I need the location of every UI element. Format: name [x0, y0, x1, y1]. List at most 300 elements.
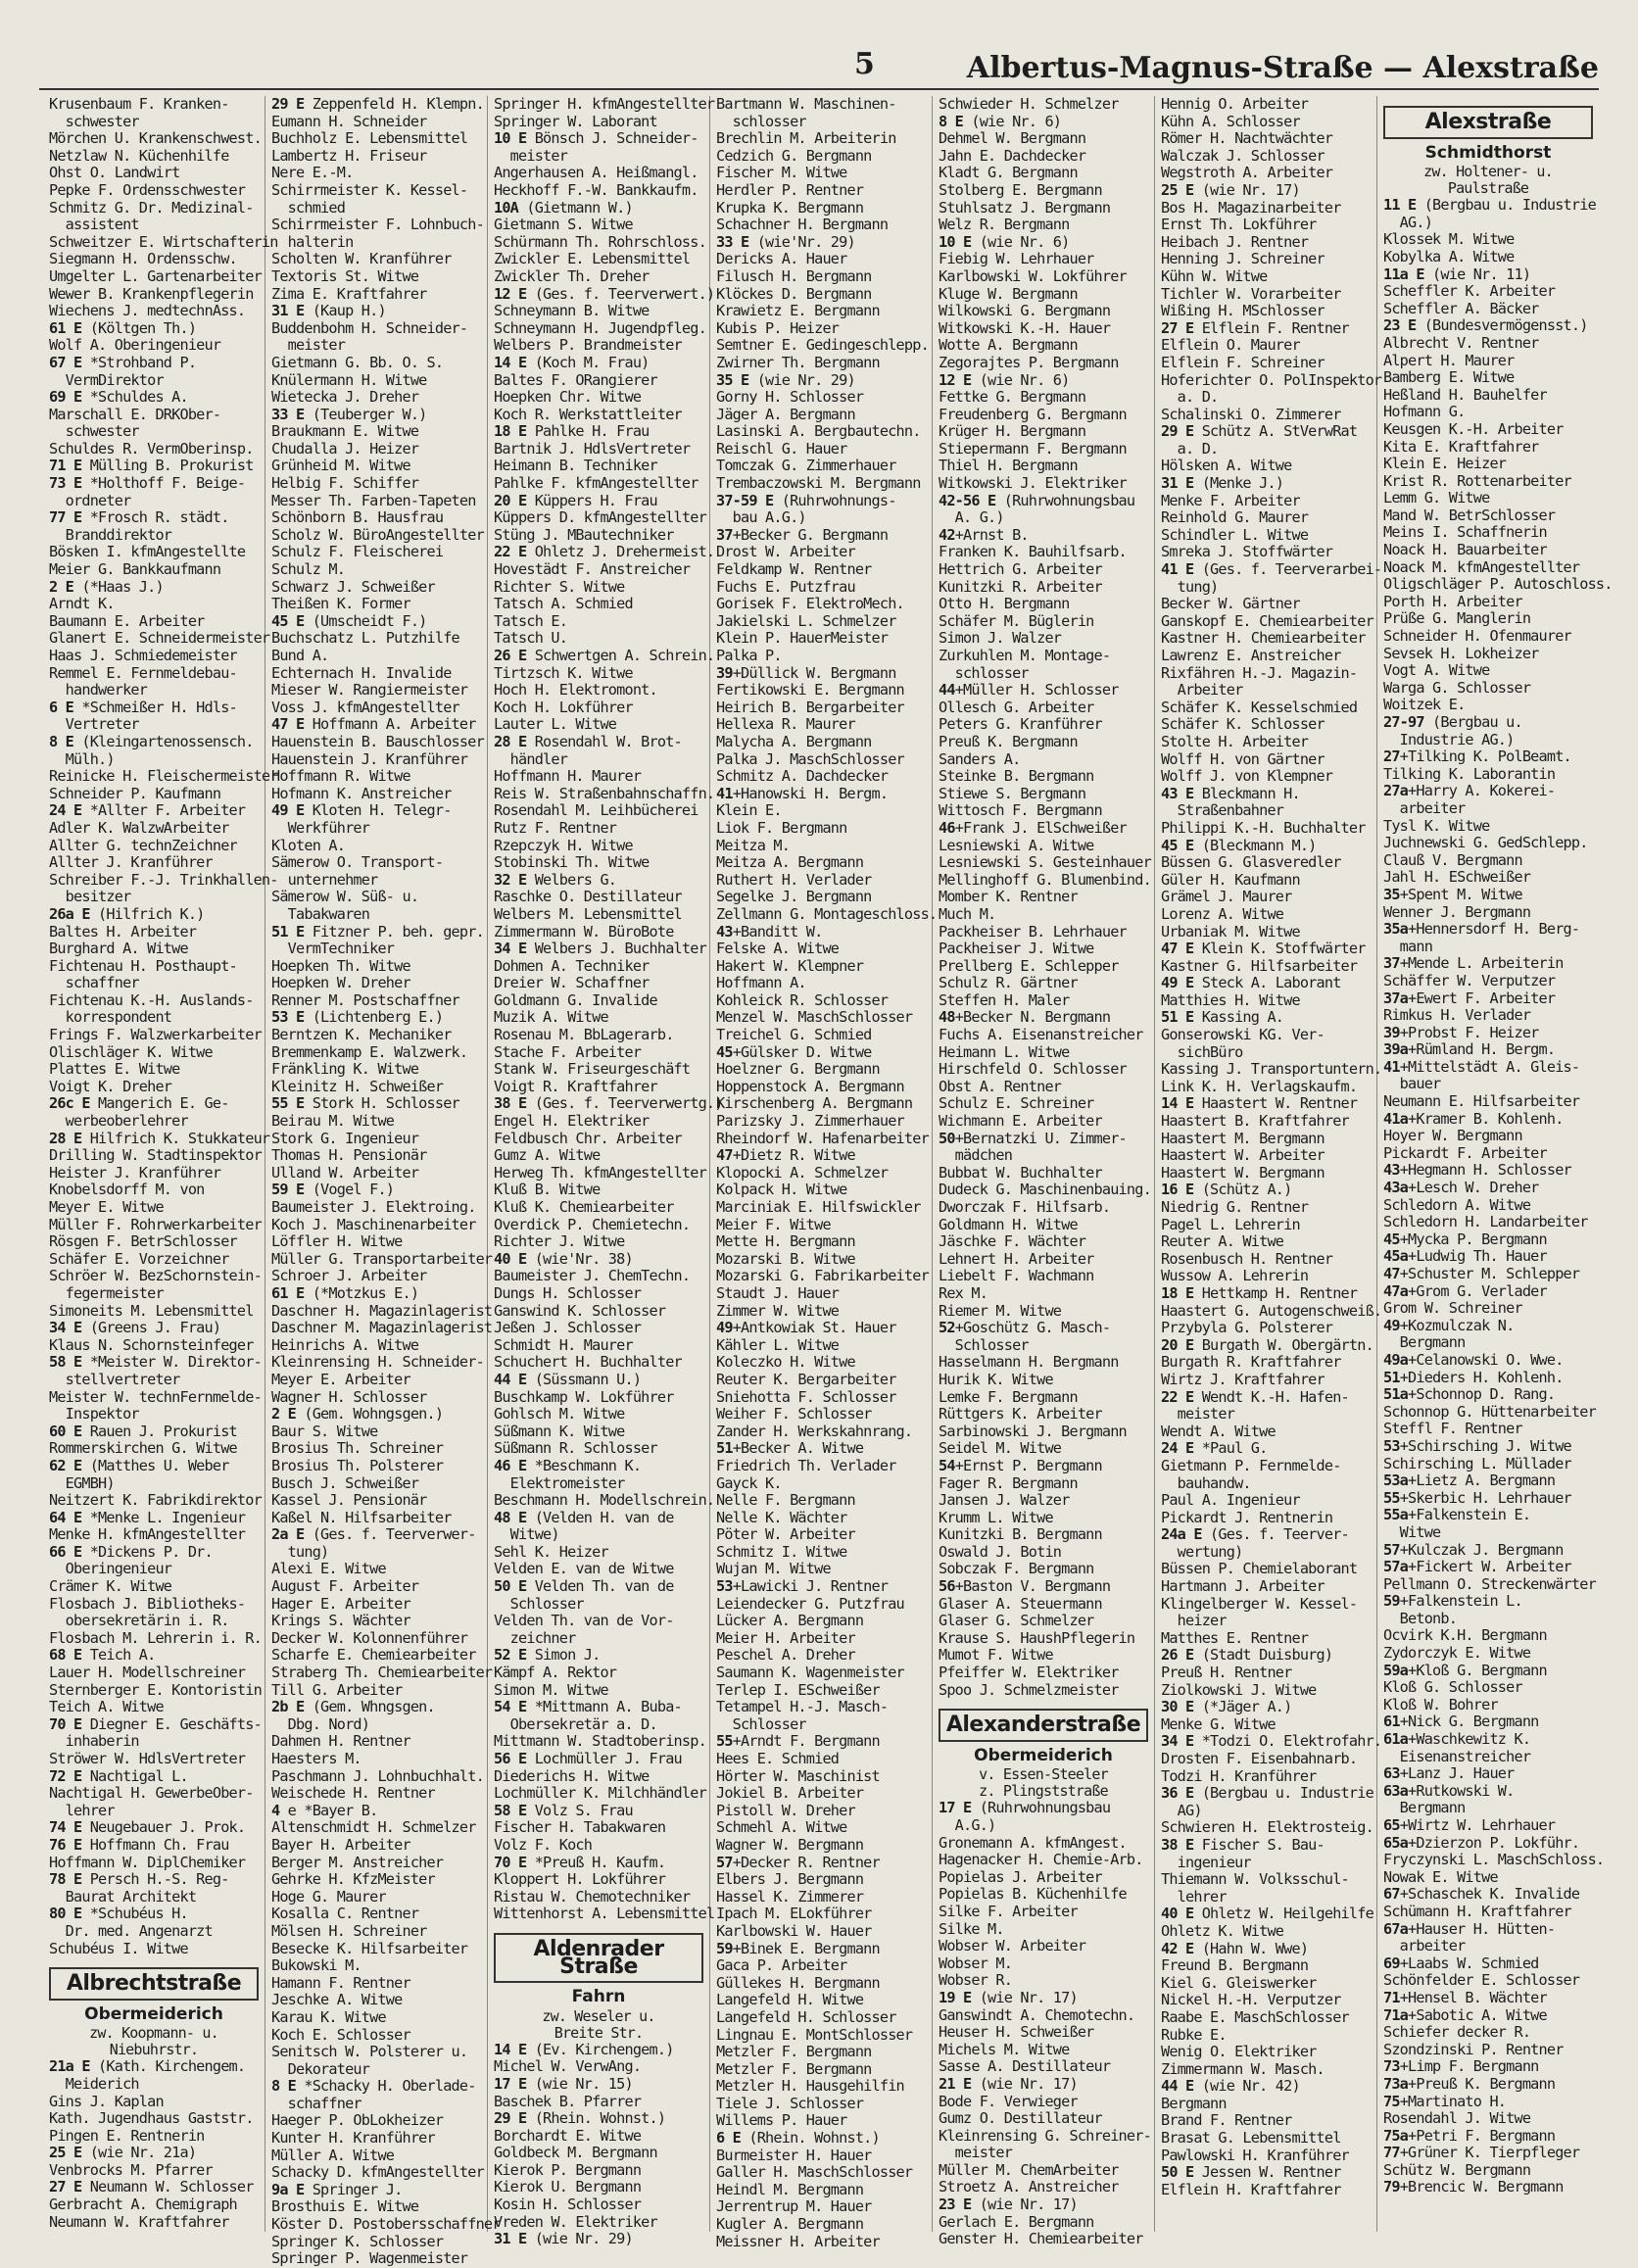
- directory-entry: Haastert B. Kraftfahrer: [1161, 1112, 1349, 1131]
- directory-entry: 63+Lanz J. Hauer: [1383, 1764, 1515, 1783]
- directory-entry: Langefeld H. Schlosser: [716, 2007, 896, 2026]
- directory-entry: Ohst O. Landwirt: [49, 164, 180, 182]
- directory-entry: Bartnik J. HdlsVertreter: [494, 439, 691, 458]
- directory-entry: 44 E (Süssmann U.): [494, 1370, 642, 1388]
- directory-entry: Meier H. Arbeiter: [716, 1628, 855, 1647]
- directory-entry: Ollesch G. Arbeiter: [939, 698, 1094, 716]
- directory-entry: Nere E.-M.: [271, 164, 354, 182]
- directory-entry: Menzel W. MaschSchlosser: [716, 1008, 913, 1027]
- directory-entry: Pepke F. Ordensschwester: [49, 180, 246, 199]
- directory-entry: Hofmann G.: [1383, 403, 1466, 421]
- directory-entry: 43+Hegmann H. Schlosser: [1383, 1161, 1571, 1180]
- directory-entry: 72 E Nachtigal L.: [49, 1766, 188, 1785]
- directory-entry: Reinhold G. Maurer: [1161, 508, 1309, 527]
- directory-entry: Sämerow W. Süß- u.: [271, 888, 419, 906]
- directory-entry: 43a+Lesch W. Dreher: [1383, 1179, 1539, 1197]
- directory-entry: Klein E.: [716, 801, 782, 820]
- directory-entry: 49 E Kloten H. Telegr-: [271, 801, 452, 820]
- directory-entry: Klöckes D. Bergmann: [716, 284, 872, 303]
- directory-entry: 61a+Waschkewitz K.: [1383, 1730, 1531, 1749]
- street-note: zw. Holtener- u.: [1423, 163, 1553, 181]
- directory-entry: Baschek B. Pfarrer: [494, 2092, 642, 2110]
- directory-entry: Engel H. Elektriker: [494, 1112, 650, 1131]
- directory-entry: Mieser W. Rangiermeister: [271, 681, 468, 700]
- directory-entry: 38 E (Ges. f. Teerverwertg.): [494, 1094, 723, 1113]
- directory-entry: Elektromeister: [494, 1473, 625, 1492]
- directory-entry: 36 E (Bergbau u. Industrie: [1161, 1784, 1373, 1803]
- street-note: Breite Str.: [554, 2023, 644, 2042]
- directory-entry: Schlosser: [494, 1594, 584, 1613]
- directory-entry: Schönfelder E. Schlosser: [1383, 1971, 1580, 1990]
- directory-entry: 75+Martinato H.: [1383, 2092, 1507, 2110]
- directory-entry: korrespondent: [49, 1008, 172, 1027]
- directory-entry: 2a E (Ges. f. Teerverwer-: [271, 1525, 476, 1544]
- directory-entry: Hartmann J. Arbeiter: [1161, 1577, 1325, 1596]
- directory-entry: Kleinitz H. Schweißer: [271, 1077, 444, 1095]
- directory-entry: Kubis P. Heizer: [716, 318, 840, 337]
- directory-entry: Michel W. VerwAng.: [494, 2057, 642, 2076]
- directory-entry: Hassel K. Zimmerer: [716, 1887, 864, 1906]
- directory-entry: 49a+Celanowski O. Wwe.: [1383, 1350, 1564, 1369]
- street-note: zw. Weseler u.: [542, 2006, 655, 2025]
- directory-entry: Brasat G. Lebensmittel: [1161, 2129, 1341, 2147]
- directory-entry: Velden Th. van de Vor-: [494, 1612, 674, 1630]
- directory-entry: Baltes F. ORangierer: [494, 370, 657, 389]
- directory-entry: Schmitz G. Dr. Medizinal-: [49, 198, 254, 217]
- directory-entry: 69+Laabs W. Schmied: [1383, 1954, 1539, 1972]
- directory-entry: Jeschke A. Witwe: [271, 1991, 403, 2009]
- directory-entry: 45+Mycka P. Bergmann: [1383, 1230, 1547, 1248]
- directory-entry: Thomas H. Pensionär: [271, 1146, 427, 1165]
- directory-entry: 57+Kulczak J. Bergmann: [1383, 1540, 1564, 1559]
- directory-entry: 80 E *Schubéus H.: [49, 1905, 188, 1923]
- directory-entry: Paul A. Ingenieur: [1161, 1491, 1300, 1510]
- directory-entry: Fischer M. Witwe: [716, 164, 847, 182]
- directory-entry: Simon M. Witwe: [494, 1680, 608, 1699]
- directory-entry: Riemer M. Witwe: [939, 1301, 1062, 1320]
- directory-entry: Sobczak F. Bergmann: [939, 1560, 1094, 1578]
- directory-entry: Heuser H. Schweißer: [939, 2023, 1094, 2042]
- directory-entry: Matthes E. Rentner: [1161, 1628, 1309, 1647]
- directory-entry: 71+Hensel B. Wächter: [1383, 1988, 1547, 2006]
- directory-entry: meister: [939, 2144, 1013, 2162]
- directory-entry: Buchholz E. Lebensmittel: [271, 129, 468, 148]
- directory-entry: Jahn E. Dachdecker: [939, 146, 1086, 165]
- directory-entry: 51+Becker A. Witwe: [716, 1439, 864, 1458]
- directory-entry: Otto H. Bergmann: [939, 595, 1070, 613]
- directory-entry: Müller A. Witwe: [271, 2146, 395, 2164]
- directory-entry: Zwickler E. Lebensmittel: [494, 250, 691, 268]
- directory-entry: Ocvirk K.H. Bergmann: [1383, 1626, 1547, 1645]
- directory-entry: Tilking K. Laborantin: [1383, 764, 1556, 783]
- directory-entry: lehrer: [1161, 1887, 1227, 1906]
- district-heading: Schmidthorst: [1424, 142, 1552, 163]
- directory-entry: Schönborn B. Hausfrau: [271, 508, 444, 527]
- directory-entry: Raschke O. Destillateur: [494, 888, 682, 906]
- directory-entry: Drilling W. Stadtinspektor: [49, 1146, 262, 1165]
- directory-entry: Silke F. Arbeiter: [939, 1902, 1078, 1920]
- directory-entry: Tiele J. Schlosser: [716, 2094, 864, 2112]
- directory-entry: 45 E (Umscheidt F.): [271, 611, 427, 630]
- directory-entry: Voigt K. Dreher: [49, 1077, 172, 1095]
- directory-entry: Kobylka A. Witwe: [1383, 247, 1515, 265]
- directory-entry: Burgath R. Kraftfahrer: [1161, 1353, 1341, 1372]
- directory-entry: inhaberin: [49, 1732, 139, 1751]
- directory-entry: Stüng J. MBautechniker: [494, 525, 674, 544]
- directory-entry: 70 E *Preuß H. Kaufm.: [494, 1853, 666, 1871]
- directory-entry: Kluß K. Chemiearbeiter: [494, 1198, 674, 1216]
- directory-entry: Schuldes R. VermOberinsp.: [49, 439, 254, 458]
- directory-entry: 49+Antkowiak St. Hauer: [716, 1319, 896, 1337]
- directory-entry: Schäfer K. Kesselschmied: [1161, 698, 1358, 716]
- directory-entry: Renner M. Postschaffner: [271, 990, 459, 1009]
- directory-entry: Gerlach E. Bergmann: [939, 2212, 1094, 2231]
- directory-entry: Rosendahl J. Witwe: [1383, 2109, 1531, 2128]
- directory-entry: Pagel L. Lehrerin: [1161, 1215, 1300, 1233]
- directory-entry: schaffner: [49, 974, 139, 992]
- directory-entry: Lemm G. Witwe: [1383, 489, 1490, 507]
- directory-entry: Chudalla J. Heizer: [271, 439, 419, 458]
- directory-entry: Messer Th. Farben-Tapeten: [271, 491, 476, 509]
- directory-entry: 10 E (wie Nr. 6): [939, 232, 1070, 251]
- directory-entry: Teich A. Witwe: [49, 1698, 164, 1716]
- directory-entry: 54+Ernst P. Bergmann: [939, 1456, 1102, 1474]
- directory-entry: stellvertreter: [49, 1370, 180, 1388]
- directory-entry: 8 E *Schacky H. Oberlade-: [271, 2077, 476, 2096]
- directory-entry: 37a+Ewert F. Arbeiter: [1383, 989, 1556, 1007]
- directory-entry: Schütz W. Bergmann: [1383, 2160, 1531, 2179]
- directory-entry: Reuter A. Witwe: [1161, 1232, 1284, 1251]
- directory-entry: Zimmer W. Witwe: [716, 1301, 840, 1320]
- directory-entry: 67 E *Strohband P.: [49, 353, 197, 371]
- directory-entry: Dreier W. Schaffner: [494, 974, 650, 992]
- directory-entry: Witkowski K.-H. Hauer: [939, 318, 1111, 337]
- directory-entry: Richter S. Witwe: [494, 577, 625, 596]
- directory-entry: Hauenstein B. Bauschlosser: [271, 732, 484, 750]
- directory-entry: Steffl F. Rentner: [1383, 1420, 1522, 1438]
- directory-entry: Gietmann P. Fernmelde-: [1161, 1456, 1341, 1474]
- column-3: [488, 95, 723, 2248]
- directory-entry: 52 E Simon J.: [494, 1646, 601, 1665]
- street-note: v. Essen-Steeler: [979, 1765, 1108, 1784]
- directory-entry: Allter G. technZeichner: [49, 836, 237, 854]
- directory-entry: Rosenbusch H. Rentner: [1161, 1249, 1333, 1268]
- directory-entry: Ganswindt A. Chemotechn.: [939, 2005, 1135, 2024]
- column-4: [710, 95, 938, 2250]
- street-note: Niebuhrstr.: [109, 2041, 199, 2059]
- directory-entry: Pahlke F. kfmAngestellter: [494, 474, 699, 493]
- directory-entry: 74 E Neugebauer J. Prok.: [49, 1818, 246, 1837]
- directory-entry: obersekretärin i. R.: [49, 1612, 229, 1630]
- directory-entry: Stolte H. Arbeiter: [1161, 732, 1309, 750]
- directory-entry: Hoffmann R. Witwe: [271, 767, 410, 786]
- directory-entry: Eisenanstreicher: [1383, 1747, 1531, 1765]
- directory-entry: Drost W. Arbeiter: [716, 543, 855, 561]
- directory-entry: Zellmann G. Montageschloss.: [716, 904, 938, 923]
- directory-entry: 23 E (wie Nr. 17): [939, 2196, 1078, 2214]
- directory-entry: schaffner: [271, 2094, 361, 2112]
- directory-entry: Heibach J. Rentner: [1161, 232, 1309, 251]
- directory-entry: Kunitzki R. Arbeiter: [939, 577, 1102, 596]
- directory-entry: Metzler H. Hausgehilfin: [716, 2077, 904, 2096]
- directory-entry: Peschel A. Dreher: [716, 1646, 855, 1665]
- directory-entry: 61 E (*Motzkus E.): [271, 1283, 419, 1302]
- directory-entry: Rimkus H. Verlader: [1383, 1006, 1531, 1025]
- directory-entry: Gorisek F. ElektroMech.: [716, 595, 904, 613]
- directory-entry: Clauß V. Bergmann: [1383, 850, 1522, 869]
- directory-entry: Zimmermann W. Masch.: [1161, 2059, 1325, 2078]
- directory-entry: Wenig O. Elektriker: [1161, 2043, 1317, 2061]
- directory-entry: 43 E Bleckmann H.: [1161, 784, 1300, 802]
- directory-entry: Stuhlsatz J. Bergmann: [939, 198, 1111, 217]
- directory-entry: sichBüro: [1161, 1042, 1243, 1061]
- directory-entry: Link K. H. Verlagskaufm.: [1161, 1077, 1358, 1095]
- column-1: [43, 95, 278, 2232]
- directory-entry: Wagner H. Schlosser: [271, 1387, 427, 1406]
- directory-entry: Pellmann O. Streckenwärter: [1383, 1574, 1596, 1593]
- directory-entry: Meiderich: [49, 2074, 139, 2093]
- directory-entry: 2 E (Gem. Wohngsgen.): [271, 1405, 444, 1424]
- directory-entry: 29 E (Rhein. Wohnst.): [494, 2109, 666, 2128]
- directory-entry: Bubbat W. Buchhalter: [939, 1163, 1102, 1182]
- directory-entry: Karlbowski W. Lokführer: [939, 266, 1127, 285]
- directory-entry: 35+Spent M. Witwe: [1383, 885, 1522, 903]
- directory-entry: Klingelberger W. Kessel-: [1161, 1594, 1358, 1613]
- directory-entry: 31 E (Menke J.): [1161, 474, 1284, 493]
- directory-entry: 59a+Kloß G. Bergmann: [1383, 1661, 1547, 1679]
- directory-entry: Hagenacker H. Chemie-Arb.: [939, 1851, 1143, 1869]
- directory-entry: meister: [1161, 1405, 1235, 1424]
- directory-entry: Wussow A. Lehrerin: [1161, 1267, 1309, 1285]
- directory-entry: Daschner H. Magazinlagerist: [271, 1301, 493, 1320]
- street-heading: Alexanderstraße: [939, 1709, 1148, 1742]
- directory-entry: Springer W. Laborant: [494, 112, 657, 130]
- directory-entry: Sarbinowski J. Bergmann: [939, 1422, 1127, 1440]
- directory-entry: Fichtenau K.-H. Auslands-: [49, 990, 254, 1009]
- directory-entry: Krist R. Rottenarbeiter: [1383, 471, 1571, 490]
- directory-entry: Scholz W. BüroAngestellter: [271, 525, 484, 544]
- directory-entry: Pöter W. Arbeiter: [716, 1525, 855, 1544]
- directory-entry: Remmel E. Fernmeldebau-: [49, 663, 237, 682]
- directory-entry: 71a+Sabotic A. Witwe: [1383, 2005, 1547, 2024]
- directory-entry: 39+Probst F. Heizer: [1383, 1023, 1539, 1041]
- directory-entry: Gorny H. Schlosser: [716, 388, 864, 407]
- street-heading: Aldenrader Straße: [494, 1933, 703, 1983]
- directory-entry: Keusgen K.-H. Arbeiter: [1383, 419, 1564, 438]
- directory-entry: Springer K. Schlosser: [271, 2232, 444, 2250]
- directory-entry: Welbers P. Brandmeister: [494, 336, 682, 355]
- directory-entry: 51+Dieders H. Kohlenh.: [1383, 1368, 1564, 1386]
- directory-entry: 26a E (Hilfrich K.): [49, 904, 205, 923]
- directory-entry: Kugler A. Bergmann: [716, 2215, 864, 2234]
- directory-entry: Heinrichs A. Witwe: [271, 1335, 419, 1354]
- directory-entry: Welbers M. Lebensmittel: [494, 904, 682, 923]
- directory-entry: 65+Wirtz W. Lehrhauer: [1383, 1816, 1556, 1834]
- directory-entry: 37+Becker G. Bergmann: [716, 525, 889, 544]
- directory-entry: 23 E (Bundesvermögensst.): [1383, 316, 1588, 335]
- directory-entry: Fichtenau H. Posthaupt-: [49, 956, 237, 975]
- directory-entry: Menke H. kfmAngestellter: [49, 1525, 246, 1544]
- directory-entry: Koch H. Lokführer: [494, 698, 633, 716]
- directory-entry: Mellinghoff G. Blumenbind.: [939, 870, 1151, 889]
- directory-entry: Liebelt F. Wachmann: [939, 1267, 1094, 1285]
- directory-entry: Heimann B. Techniker: [494, 457, 657, 475]
- directory-entry: Industrie AG.): [1383, 730, 1515, 748]
- directory-entry: 45a+Ludwig Th. Hauer: [1383, 1247, 1547, 1266]
- directory-entry: Matthies H. Witwe: [1161, 990, 1300, 1009]
- directory-entry: 53+Lawicki J. Rentner: [716, 1577, 889, 1596]
- directory-entry: Schiefer decker R.: [1383, 2023, 1531, 2042]
- directory-entry: Arbeiter: [1161, 681, 1243, 700]
- directory-entry: Haastert G. Autogenschweiß.: [1161, 1301, 1382, 1320]
- directory-entry: Henning J. Schreiner: [1161, 250, 1325, 268]
- column-7: [1377, 96, 1613, 2232]
- directory-entry: Terlep I. ESchweißer: [716, 1680, 880, 1699]
- directory-entry: Wegstroth A. Arbeiter: [1161, 164, 1333, 182]
- directory-entry: 51a+Schonnop D. Rang.: [1383, 1385, 1556, 1404]
- directory-entry: 70 E Diegner E. Geschäfts-: [49, 1714, 262, 1733]
- directory-entry: Palka P.: [716, 647, 782, 664]
- directory-entry: Voigt R. Kraftfahrer: [494, 1077, 657, 1095]
- directory-entry: Rubke E.: [1161, 2025, 1227, 2044]
- directory-entry: Süßmann K. Witwe: [494, 1422, 625, 1440]
- directory-entry: Schwieder H. Schmelzer: [939, 95, 1119, 113]
- directory-entry: 47+Schuster M. Schlepper: [1383, 1265, 1580, 1282]
- directory-entry: 41+Mittelstädt A. Gleis-: [1383, 1057, 1580, 1076]
- directory-entry: Schneymann H. Jugendpfleg.: [494, 318, 706, 337]
- directory-entry: Tabakwaren: [271, 904, 370, 923]
- directory-entry: Ristau W. Chemotechniker: [494, 1887, 691, 1906]
- directory-entry: Schulz M.: [271, 560, 346, 579]
- directory-entry: Inspektor: [49, 1405, 139, 1424]
- directory-entry: schwester: [49, 112, 139, 130]
- directory-entry: Jansen J. Walzer: [939, 1491, 1070, 1510]
- directory-entry: Schirrmeister K. Kessel-: [271, 180, 468, 199]
- directory-entry: Elflein O. Maurer: [1161, 336, 1300, 355]
- directory-entry: Mozarski B. Witwe: [716, 1249, 855, 1268]
- directory-entry: Kluge W. Bergmann: [939, 284, 1078, 303]
- directory-entry: Gumz A. Witwe: [494, 1146, 601, 1165]
- directory-entry: Jakielski L. Schmelzer: [716, 611, 896, 630]
- directory-entry: 18 E Hettkamp H. Rentner: [1161, 1283, 1358, 1302]
- directory-entry: 56+Baston V. Bergmann: [939, 1577, 1111, 1596]
- directory-entry: unternehmer: [271, 870, 378, 889]
- directory-entry: Rheindorf W. Hafenarbeiter: [716, 1129, 929, 1147]
- directory-entry: Heßland H. Bauhelfer: [1383, 385, 1547, 404]
- directory-entry: Kloten A.: [271, 836, 346, 854]
- street-note: z. Plingststraße: [979, 1782, 1108, 1801]
- directory-entry: Kita E. Kraftfahrer: [1383, 437, 1539, 456]
- directory-entry: Lauter L. Witwe: [494, 715, 617, 734]
- directory-entry: schlosser: [716, 112, 806, 130]
- directory-entry: Rösgen F. BetrSchlosser: [49, 1232, 237, 1251]
- directory-entry: Tatsch A. Schmied: [494, 595, 633, 613]
- directory-entry: Sasse A. Destillateur: [939, 2057, 1111, 2076]
- directory-entry: Allter J. Kranführer: [49, 853, 213, 872]
- directory-entry: 51 E Kassing A.: [1161, 1008, 1284, 1027]
- directory-entry: Besecke K. Hilfsarbeiter: [271, 1939, 468, 1957]
- directory-entry: 57a+Fickert W. Arbeiter: [1383, 1558, 1571, 1576]
- directory-entry: 6 E *Schmeißer H. Hdls-: [49, 698, 237, 716]
- directory-entry: VermTechniker: [271, 940, 395, 958]
- directory-entry: 2 E (*Haas J.): [49, 577, 164, 596]
- directory-entry: Hoge G. Maurer: [271, 1887, 386, 1906]
- directory-entry: Steffen H. Maler: [939, 990, 1070, 1009]
- directory-entry: Walczak J. Schlosser: [1161, 146, 1325, 165]
- directory-entry: Oswald J. Botin: [939, 1542, 1062, 1561]
- directory-entry: Mette H. Bergmann: [716, 1232, 855, 1251]
- directory-entry: Overdick P. Chemietechn.: [494, 1215, 691, 1233]
- directory-entry: Fränkling K. Witwe: [271, 1060, 419, 1079]
- directory-entry: Gietmann S. Witwe: [494, 216, 633, 234]
- directory-entry: 47 E Klein K. Stoffwärter: [1161, 940, 1366, 958]
- directory-entry: Kaßel N. Hilfsarbeiter: [271, 1508, 452, 1526]
- directory-entry: 4 e *Bayer B.: [271, 1801, 378, 1819]
- directory-entry: Baumann E. Arbeiter: [49, 611, 205, 630]
- directory-entry: Wittosch F. Bergmann: [939, 801, 1102, 820]
- directory-entry: Hauenstein J. Kranführer: [271, 749, 468, 768]
- directory-entry: Dbg. Nord): [271, 1714, 370, 1733]
- directory-entry: Kähler L. Witwe: [716, 1335, 840, 1354]
- directory-entry: Lesniewski A. Witwe: [939, 836, 1094, 854]
- directory-entry: Schirrmeister F. Lohnbuch-: [271, 216, 484, 234]
- page-header: [39, 47, 1599, 86]
- directory-entry: Saumann K. Wagenmeister: [716, 1664, 904, 1682]
- directory-entry: Zwickler Th. Dreher: [494, 266, 650, 285]
- directory-entry: Schreiber F.-J. Trinkhallen-: [49, 870, 278, 889]
- directory-entry: Zurkuhlen M. Montage-: [939, 647, 1111, 664]
- directory-entry: Wolff H. von Gärtner: [1161, 749, 1325, 768]
- directory-entry: Hennig O. Arbeiter: [1161, 95, 1309, 113]
- directory-entry: Stiewe S. Bergmann: [939, 784, 1086, 802]
- directory-entry: Echternach H. Invalide: [271, 663, 452, 682]
- directory-entry: Reischl G. Hauer: [716, 439, 847, 458]
- directory-entry: Ruthert H. Verlader: [716, 870, 872, 889]
- directory-entry: Springer P. Wagenmeister: [271, 2249, 468, 2268]
- directory-entry: Krusenbaum F. Kranken-: [49, 95, 229, 113]
- directory-entry: Spoo J. Schmelzmeister: [939, 1680, 1119, 1699]
- directory-entry: Fettke G. Bergmann: [939, 388, 1086, 407]
- directory-entry: 30 E (*Jäger A.): [1161, 1698, 1292, 1716]
- directory-entry: Burghard A. Witwe: [49, 940, 188, 958]
- directory-entry: Branddirektor: [49, 525, 172, 544]
- directory-entry: Sämerow O. Transport-: [271, 853, 444, 872]
- directory-entry: 41+Hanowski H. Bergm.: [716, 784, 889, 802]
- directory-entry: Schmidt H. Maurer: [494, 1335, 633, 1354]
- directory-entry: Obst A. Rentner: [939, 1077, 1062, 1095]
- directory-entry: Hamann F. Rentner: [271, 1973, 410, 1992]
- directory-entry: Sevsek H. Lokheizer: [1383, 644, 1539, 662]
- street-heading: Alexstraße: [1383, 106, 1593, 139]
- directory-entry: Nelle K. Wächter: [716, 1508, 847, 1526]
- directory-entry: Kiel G. Gleiswerker: [1161, 1973, 1317, 1992]
- directory-entry: Zimmermann W. BüroBote: [494, 922, 674, 941]
- directory-entry: Daschner M. Magazinlagerist: [271, 1319, 493, 1337]
- directory-entry: Noack H. Bauarbeiter: [1383, 541, 1547, 559]
- directory-entry: Buchschatz L. Putzhilfe: [271, 629, 459, 648]
- directory-entry: Mittmann W. Stadtoberinsp.: [494, 1732, 706, 1751]
- directory-entry: arbeiter: [1383, 1937, 1466, 1955]
- directory-entry: bau A.G.): [716, 508, 806, 527]
- directory-entry: Frings F. Walzwerkarbeiter: [49, 1026, 262, 1044]
- directory-entry: Baumeister J. ChemTechn.: [494, 1267, 691, 1285]
- directory-entry: 11a E (wie Nr. 11): [1383, 265, 1531, 283]
- directory-entry: Hurik K. Witwe: [939, 1370, 1053, 1388]
- directory-entry: Müller G. Transportarbeiter: [271, 1249, 493, 1268]
- directory-entry: Dehmel W. Bergmann: [939, 129, 1086, 148]
- directory-entry: Palka J. MaschSchlosser: [716, 749, 904, 768]
- directory-entry: Hoppenstock A. Bergmann: [716, 1077, 904, 1095]
